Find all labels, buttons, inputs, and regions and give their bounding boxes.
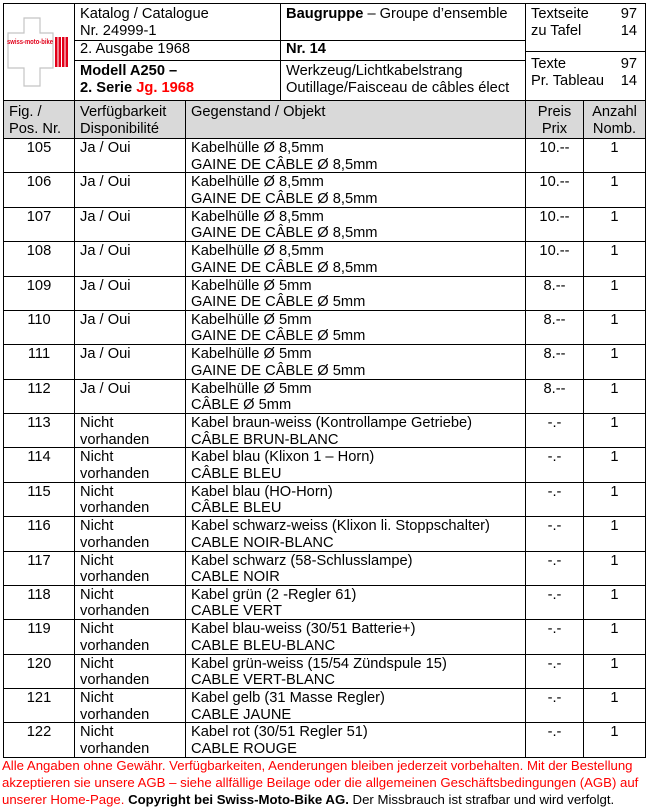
table-row bbox=[4, 242, 646, 276]
position-number: 119 bbox=[4, 620, 75, 654]
availability-text: Ja / Oui bbox=[80, 380, 131, 397]
object-name-fr: CABLE VERT-BLANC bbox=[191, 672, 335, 689]
quantity-cell: 1 bbox=[584, 620, 646, 654]
table-row bbox=[4, 448, 646, 482]
quantity-cell: 1 bbox=[584, 689, 646, 723]
tableau-row bbox=[531, 73, 637, 90]
availability-text: Ja / Oui bbox=[80, 243, 131, 260]
price-cell: 10.-- bbox=[526, 208, 584, 242]
quantity-cell: 1 bbox=[584, 277, 646, 311]
quantity-cell: 1 bbox=[584, 586, 646, 620]
catalog-cell bbox=[74, 3, 281, 41]
object-cell bbox=[186, 311, 526, 345]
price-cell: 10.-- bbox=[526, 242, 584, 276]
object-name-de: Kabel blau (HO-Horn) bbox=[191, 483, 333, 500]
availability-text: Ja / Oui bbox=[80, 140, 131, 156]
price-cell: -.- bbox=[526, 723, 584, 757]
logo-stripes bbox=[55, 37, 68, 67]
edition-cell bbox=[74, 40, 281, 61]
price-cell: 8.-- bbox=[526, 311, 584, 345]
availability-cell bbox=[75, 655, 186, 689]
price-cell: -.- bbox=[526, 414, 584, 448]
object-name-fr: CABLE VERT bbox=[191, 603, 282, 620]
table-row bbox=[4, 689, 646, 723]
object-name-de: Kabelhülle Ø 5mm bbox=[191, 380, 312, 397]
availability-cell bbox=[75, 517, 186, 551]
table-row bbox=[4, 208, 646, 242]
object-cell bbox=[186, 552, 526, 586]
quantity-cell: 1 bbox=[584, 208, 646, 242]
position-number: 110 bbox=[4, 311, 75, 345]
object-name-fr: GAINE DE CÂBLE Ø 8,5mm bbox=[191, 259, 378, 276]
table-row bbox=[4, 483, 646, 517]
catalog-number: Nr. 24999-1 bbox=[80, 22, 157, 39]
position-number: 107 bbox=[4, 208, 75, 242]
object-name-de: Kabel blau-weiss (30/51 Batterie+) bbox=[191, 621, 416, 638]
price-cell: -.- bbox=[526, 517, 584, 551]
object-name-fr: CÂBLE Ø 5mm bbox=[191, 397, 292, 414]
column-header-price-line2: Prix bbox=[541, 120, 568, 137]
edition: 2. Ausgabe 1968 bbox=[80, 41, 191, 57]
availability-text: Ja / Oui bbox=[80, 174, 131, 191]
object-name-de: Kabel schwarz (58-Schlusslampe) bbox=[191, 552, 413, 569]
object-name-fr: GAINE DE CÂBLE Ø 5mm bbox=[191, 362, 366, 379]
text-page-row bbox=[531, 6, 637, 23]
position-number: 111 bbox=[4, 345, 75, 379]
availability-text: Nicht vorhanden bbox=[80, 415, 150, 448]
texte-row bbox=[531, 56, 637, 73]
legal-footer bbox=[2, 757, 646, 808]
availability-text: Ja / Oui bbox=[80, 346, 131, 363]
column-header-quantity-line2: Nomb. bbox=[592, 120, 637, 137]
object-cell bbox=[186, 208, 526, 242]
table-row bbox=[4, 586, 646, 620]
availability-cell bbox=[75, 277, 186, 311]
tableau-number: 14 bbox=[620, 72, 637, 89]
column-header-price bbox=[526, 101, 584, 139]
group-cell bbox=[280, 3, 526, 41]
object-name-de: Kabelhülle Ø 5mm bbox=[191, 277, 312, 294]
position-number: 115 bbox=[4, 483, 75, 517]
availability-cell bbox=[75, 173, 186, 207]
disclaimer-text: Alle Angaben ohne Gewähr. Verfügbarkeiten, Aenderungen bleiben jederzeit vorbehalten. Mit der Bestellung akzeptieren sie unsere AGB – siehe allfällige Beilage oder die allgemeinen Geschäftsbedingungen (AGB) auf unserer Home-Page. bbox=[2, 758, 639, 807]
table-row bbox=[4, 414, 646, 448]
object-name-fr: GAINE DE CÂBLE Ø 8,5mm bbox=[191, 225, 378, 242]
availability-text: Nicht vorhanden bbox=[80, 724, 150, 757]
availability-cell bbox=[75, 208, 186, 242]
price-cell: -.- bbox=[526, 586, 584, 620]
availability-text: Nicht vorhanden bbox=[80, 690, 150, 723]
quantity-cell: 1 bbox=[584, 483, 646, 517]
table-header-row bbox=[4, 101, 646, 139]
series-line bbox=[80, 80, 275, 97]
quantity-cell: 1 bbox=[584, 448, 646, 482]
tableau-label: Pr. Tableau bbox=[531, 72, 605, 89]
position-number: 117 bbox=[4, 552, 75, 586]
availability-cell bbox=[75, 311, 186, 345]
group-name-fr: Outillage/Faisceau de câbles élect bbox=[286, 79, 510, 96]
quantity-cell: 1 bbox=[584, 723, 646, 757]
availability-text: Ja / Oui bbox=[80, 311, 131, 328]
quantity-cell: 1 bbox=[584, 552, 646, 586]
model-name: Modell A250 – bbox=[80, 63, 178, 79]
quantity-cell: 1 bbox=[584, 414, 646, 448]
object-cell bbox=[186, 586, 526, 620]
column-header-availability-line1: Verfügbarkeit bbox=[80, 104, 167, 120]
series: 2. Serie bbox=[80, 79, 133, 96]
object-name-fr: CABLE NOIR-BLANC bbox=[191, 534, 334, 551]
model-cell bbox=[74, 60, 281, 101]
price-cell: -.- bbox=[526, 448, 584, 482]
object-cell bbox=[186, 448, 526, 482]
reference-fr-cell bbox=[525, 51, 646, 101]
object-name-de: Kabel schwarz-weiss (Klixon li. Stoppschalter) bbox=[191, 518, 490, 535]
quantity-cell: 1 bbox=[584, 311, 646, 345]
quantity-cell: 1 bbox=[584, 655, 646, 689]
object-name-fr: GAINE DE CÂBLE Ø 8,5mm bbox=[191, 156, 378, 173]
text-page-number: 97 bbox=[620, 6, 637, 22]
position-number: 118 bbox=[4, 586, 75, 620]
table-row bbox=[4, 723, 646, 757]
object-name-de: Kabelhülle Ø 8,5mm bbox=[191, 140, 324, 156]
table-row bbox=[4, 139, 646, 173]
copyright-text: Copyright bei Swiss-Moto-Bike AG. bbox=[128, 792, 349, 807]
position-number: 114 bbox=[4, 448, 75, 482]
availability-cell bbox=[75, 242, 186, 276]
position-number: 108 bbox=[4, 242, 75, 276]
logo-wordmark: swiss-moto-bike bbox=[7, 39, 54, 46]
table-row bbox=[4, 345, 646, 379]
table-row bbox=[4, 380, 646, 414]
availability-cell bbox=[75, 620, 186, 654]
object-name-de: Kabel braun-weiss (Kontrollampe Getriebe) bbox=[191, 415, 473, 431]
object-name-fr: CÂBLE BLEU bbox=[191, 500, 282, 517]
plate-row bbox=[531, 23, 637, 40]
object-name-fr: GAINE DE CÂBLE Ø 5mm bbox=[191, 328, 366, 345]
availability-cell bbox=[75, 586, 186, 620]
quantity-cell: 1 bbox=[584, 517, 646, 551]
quantity-cell: 1 bbox=[584, 173, 646, 207]
price-cell: 8.-- bbox=[526, 277, 584, 311]
object-cell bbox=[186, 620, 526, 654]
object-cell bbox=[186, 380, 526, 414]
availability-cell bbox=[75, 448, 186, 482]
price-cell: -.- bbox=[526, 655, 584, 689]
column-header-availability bbox=[75, 101, 186, 139]
texte-label: Texte bbox=[531, 56, 567, 72]
group-heading bbox=[286, 6, 520, 23]
table-row bbox=[4, 173, 646, 207]
column-header-quantity bbox=[584, 101, 646, 139]
logo-cell bbox=[3, 3, 75, 101]
position-number: 121 bbox=[4, 689, 75, 723]
position-number: 116 bbox=[4, 517, 75, 551]
position-number: 112 bbox=[4, 380, 75, 414]
object-name-fr: CÂBLE BRUN-BLANC bbox=[191, 431, 339, 448]
availability-text: Nicht vorhanden bbox=[80, 655, 150, 689]
object-name-de: Kabelhülle Ø 5mm bbox=[191, 346, 312, 363]
availability-text: Ja / Oui bbox=[80, 208, 131, 225]
group-name-de: Werkzeug/Lichtkabelstrang bbox=[286, 63, 463, 79]
quantity-cell: 1 bbox=[584, 380, 646, 414]
logo-cross bbox=[8, 18, 53, 86]
availability-cell bbox=[75, 483, 186, 517]
table-row bbox=[4, 517, 646, 551]
object-name-fr: GAINE DE CÂBLE Ø 5mm bbox=[191, 294, 366, 310]
availability-text: Nicht vorhanden bbox=[80, 483, 150, 517]
availability-cell bbox=[75, 552, 186, 586]
object-cell bbox=[186, 173, 526, 207]
price-cell: -.- bbox=[526, 620, 584, 654]
column-header-position-line2: Pos. Nr. bbox=[9, 120, 62, 137]
object-cell bbox=[186, 345, 526, 379]
table-row bbox=[4, 655, 646, 689]
object-name-fr: CABLE NOIR bbox=[191, 569, 280, 585]
price-cell: -.- bbox=[526, 689, 584, 723]
availability-text: Nicht vorhanden bbox=[80, 449, 150, 482]
object-cell bbox=[186, 277, 526, 311]
quantity-cell: 1 bbox=[584, 139, 646, 173]
group-label-fr: – Groupe d’ensemble bbox=[367, 6, 508, 22]
object-name-de: Kabel gelb (31 Masse Regler) bbox=[191, 690, 385, 706]
object-name-de: Kabelhülle Ø 8,5mm bbox=[191, 208, 324, 225]
availability-text: Nicht vorhanden bbox=[80, 586, 150, 620]
price-cell: -.- bbox=[526, 483, 584, 517]
object-name-fr: CABLE JAUNE bbox=[191, 706, 292, 723]
object-name-fr: CABLE ROUGE bbox=[191, 740, 297, 757]
object-name-de: Kabel rot (30/51 Regler 51) bbox=[191, 724, 368, 741]
table-row bbox=[4, 552, 646, 586]
object-name-de: Kabelhülle Ø 8,5mm bbox=[191, 174, 324, 191]
column-header-position bbox=[4, 101, 75, 139]
object-name-de: Kabelhülle Ø 5mm bbox=[191, 311, 312, 328]
price-cell: 10.-- bbox=[526, 173, 584, 207]
column-header-object: Gegenstand / Objekt bbox=[186, 101, 526, 139]
table-row bbox=[4, 277, 646, 311]
position-number: 109 bbox=[4, 277, 75, 311]
parts-table bbox=[3, 100, 646, 758]
object-name-de: Kabel grün (2 -Regler 61) bbox=[191, 586, 357, 603]
object-name-fr: CÂBLE BLEU bbox=[191, 465, 282, 482]
object-name-fr: GAINE DE CÂBLE Ø 8,5mm bbox=[191, 190, 378, 207]
position-number: 105 bbox=[4, 139, 75, 173]
position-number: 120 bbox=[4, 655, 75, 689]
column-header-quantity-line1: Anzahl bbox=[592, 104, 637, 120]
table-row bbox=[4, 620, 646, 654]
column-header-position-line1: Fig. / bbox=[9, 104, 42, 120]
reference-de-cell bbox=[525, 3, 646, 52]
series-year: Jg. 1968 bbox=[136, 79, 195, 96]
column-header-price-line1: Preis bbox=[537, 104, 572, 120]
group-label: Baugruppe bbox=[286, 6, 364, 22]
object-cell bbox=[186, 655, 526, 689]
quantity-cell: 1 bbox=[584, 242, 646, 276]
catalog-label: Katalog / Catalogue bbox=[80, 6, 209, 22]
price-cell: 8.-- bbox=[526, 345, 584, 379]
quantity-cell: 1 bbox=[584, 345, 646, 379]
object-cell bbox=[186, 517, 526, 551]
object-cell bbox=[186, 139, 526, 173]
swiss-moto-bike-logo bbox=[4, 4, 74, 100]
availability-text: Nicht vorhanden bbox=[80, 552, 150, 585]
position-number: 122 bbox=[4, 723, 75, 757]
object-name-de: Kabel grün-weiss (15/54 Zündspule 15) bbox=[191, 655, 447, 672]
group-name-cell bbox=[280, 60, 526, 101]
object-name-fr: CABLE BLEU-BLANC bbox=[191, 637, 336, 654]
availability-text: Nicht vorhanden bbox=[80, 621, 150, 654]
texte-number: 97 bbox=[620, 56, 637, 72]
availability-text: Nicht vorhanden bbox=[80, 518, 150, 551]
position-number: 113 bbox=[4, 414, 75, 448]
object-cell bbox=[186, 414, 526, 448]
plate-label: zu Tafel bbox=[531, 22, 582, 39]
position-number: 106 bbox=[4, 173, 75, 207]
price-cell: 10.-- bbox=[526, 139, 584, 173]
object-cell bbox=[186, 483, 526, 517]
object-cell bbox=[186, 242, 526, 276]
column-header-availability-line2: Disponibilité bbox=[80, 120, 160, 137]
group-number-cell bbox=[280, 40, 526, 61]
price-cell: -.- bbox=[526, 552, 584, 586]
object-name-de: Kabelhülle Ø 8,5mm bbox=[191, 243, 324, 260]
object-cell bbox=[186, 723, 526, 757]
misuse-notice: Der Missbrauch ist strafbar und wird verfolgt. bbox=[352, 792, 615, 807]
availability-text: Ja / Oui bbox=[80, 277, 131, 294]
plate-number: 14 bbox=[620, 22, 637, 39]
object-name-de: Kabel blau (Klixon 1 – Horn) bbox=[191, 449, 375, 466]
availability-cell bbox=[75, 345, 186, 379]
text-page-label: Textseite bbox=[531, 6, 589, 22]
price-cell: 8.-- bbox=[526, 380, 584, 414]
availability-cell bbox=[75, 139, 186, 173]
object-cell bbox=[186, 689, 526, 723]
availability-cell bbox=[75, 414, 186, 448]
table-row bbox=[4, 311, 646, 345]
group-number: Nr. 14 bbox=[286, 41, 326, 57]
availability-cell bbox=[75, 689, 186, 723]
availability-cell bbox=[75, 380, 186, 414]
availability-cell bbox=[75, 723, 186, 757]
